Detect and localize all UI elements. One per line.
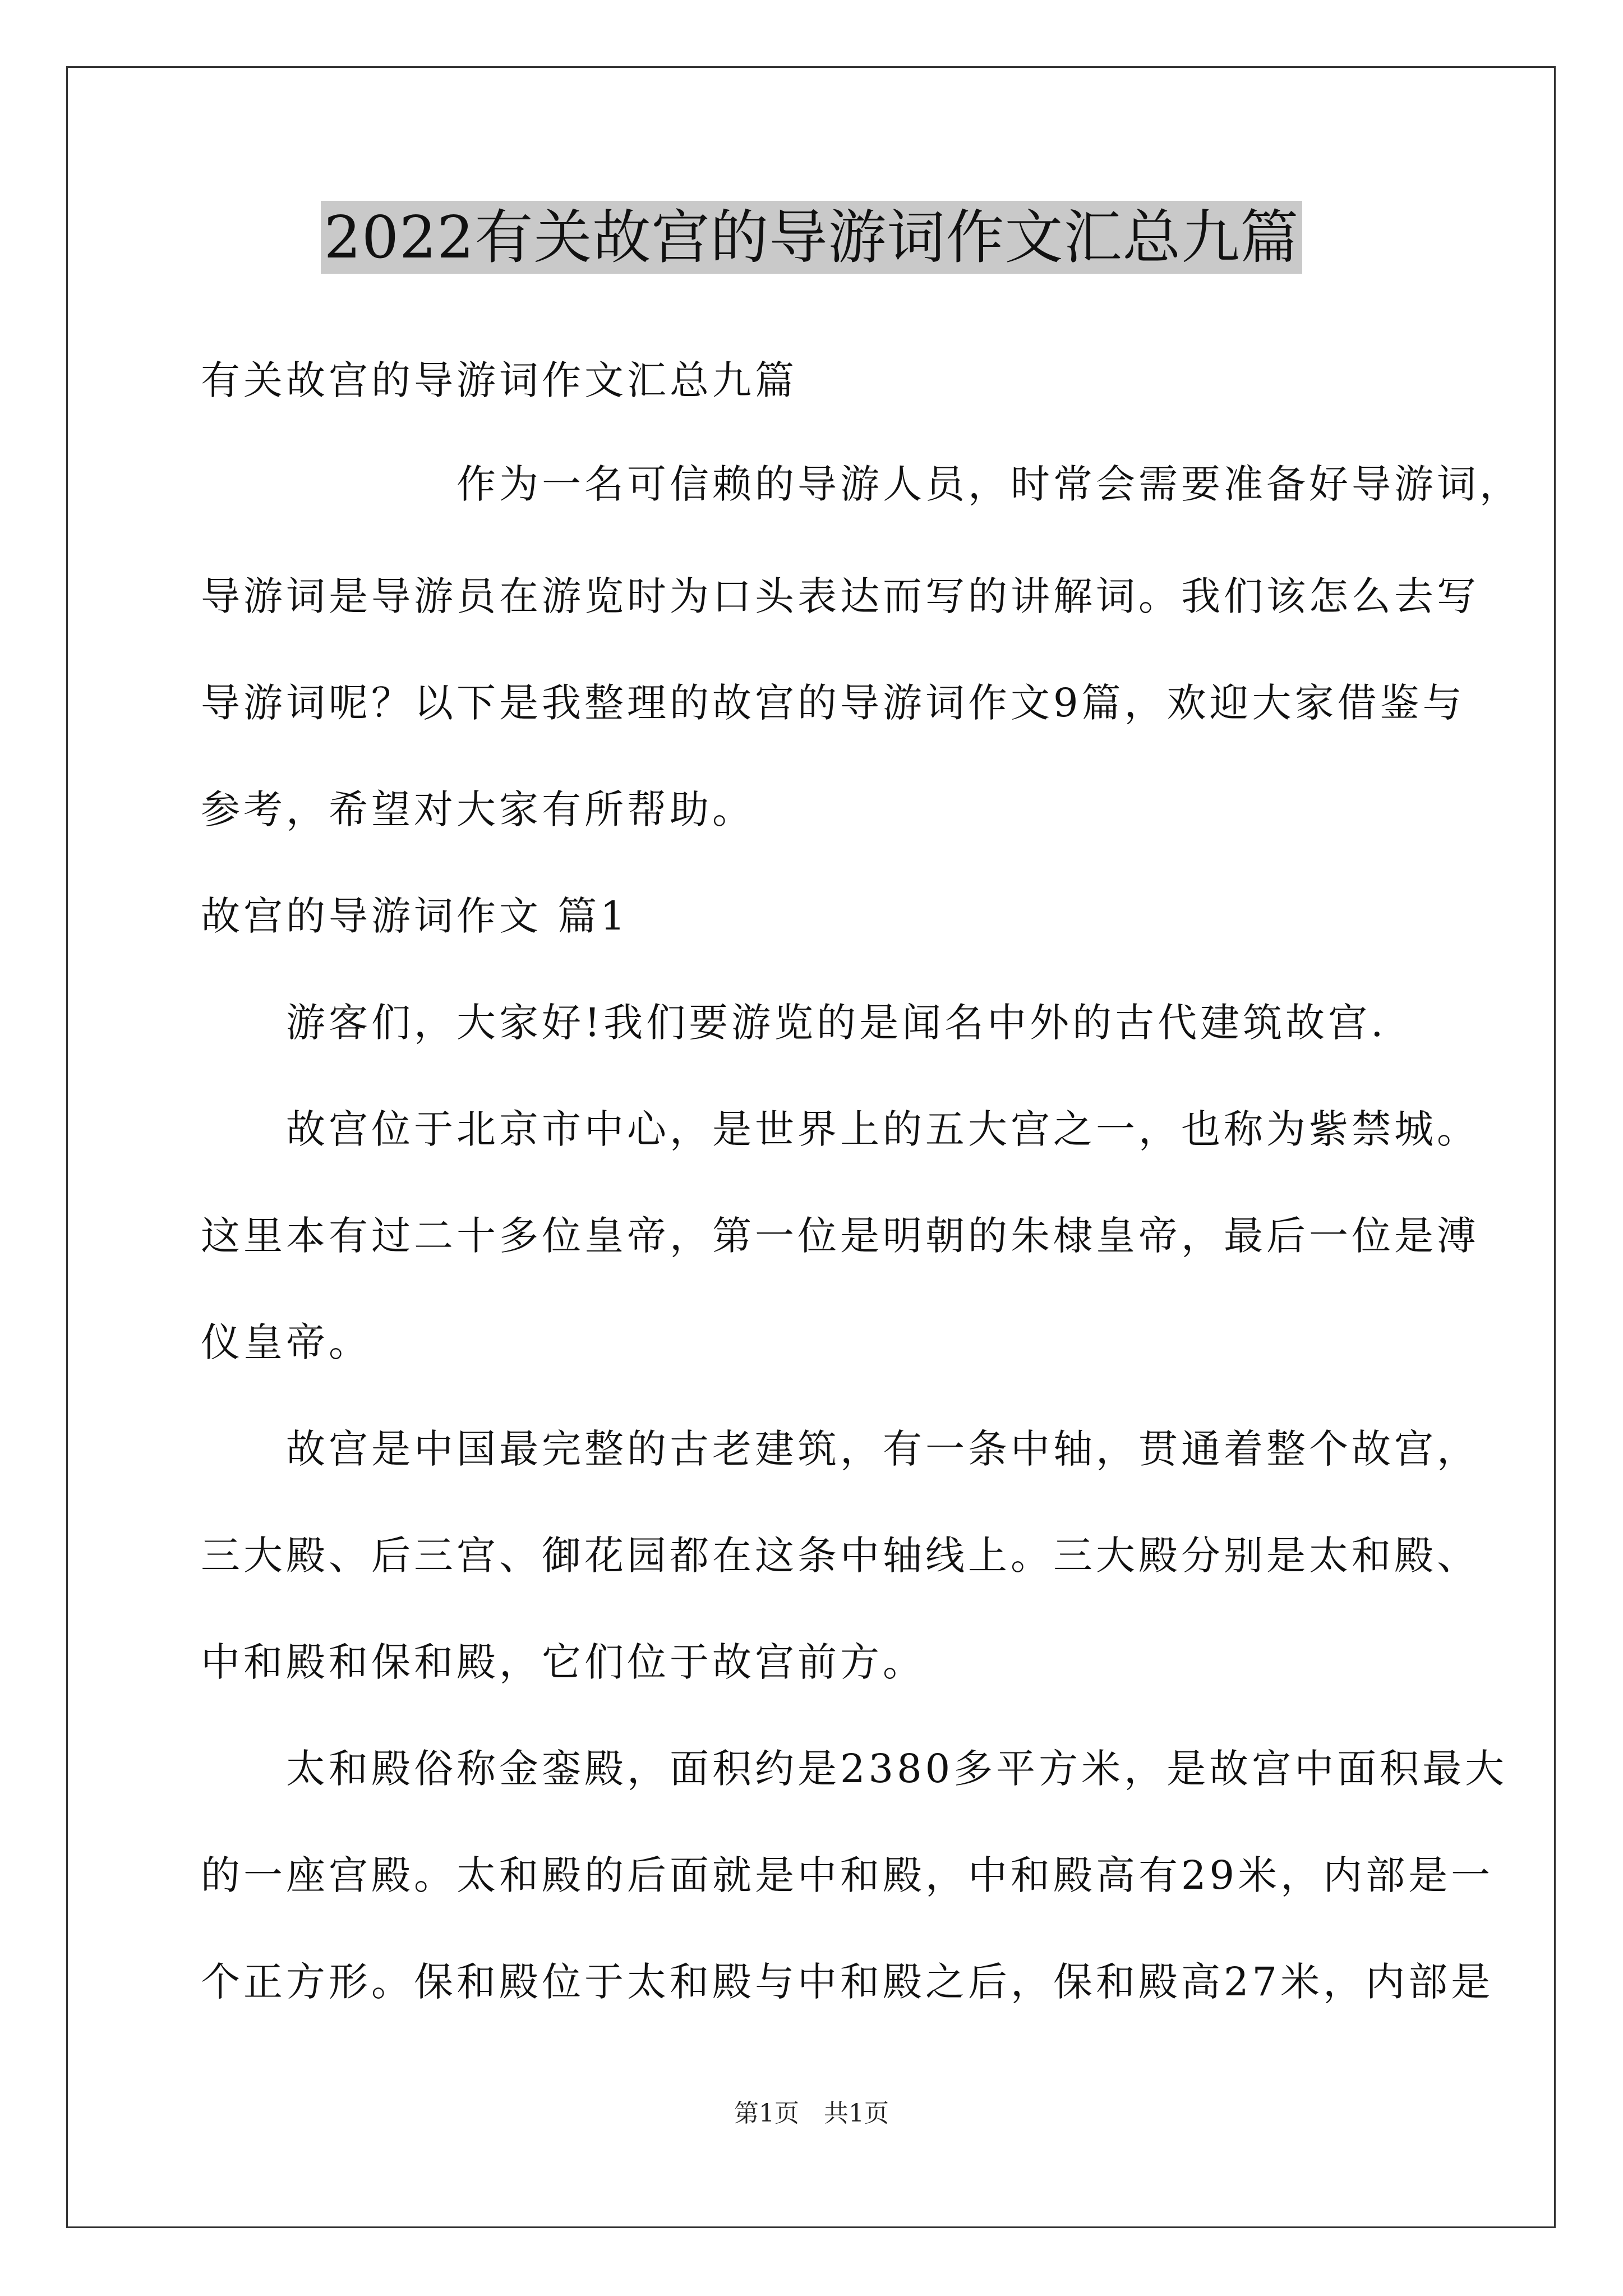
text-line: 参考，希望对大家有所帮助。 bbox=[201, 786, 755, 832]
text-line: 仪皇帝。 bbox=[201, 1319, 371, 1365]
text-line: 作为一名可信赖的导游人员，时常会需要准备好导游词， bbox=[201, 461, 1522, 507]
text-line: 三大殿、后三宫、御花园都在这条中轴线上。三大殿分别是太和殿、 bbox=[201, 1533, 1479, 1579]
text-line: 有关故宫的导游词作文汇总九篇 bbox=[201, 357, 797, 403]
page-footer: 第1页 共1页 bbox=[734, 2099, 889, 2128]
text-line: 个正方形。保和殿位于太和殿与中和殿之后，保和殿高27米，内部是 bbox=[201, 1959, 1494, 2005]
title-container bbox=[0, 201, 1623, 274]
text-line: 导游词呢？以下是我整理的故宫的导游词作文9篇，欢迎大家借鉴与 bbox=[201, 680, 1465, 726]
text-line: 游客们，大家好!我们要游览的是闻名中外的古代建筑故宫. bbox=[201, 1000, 1387, 1046]
text-line: 太和殿俗称金銮殿，面积约是2380多平方米，是故宫中面积最大 bbox=[201, 1746, 1508, 1792]
text-line: 导游词是导游员在游览时为口头表达而写的讲解词。我们该怎么去写 bbox=[201, 573, 1479, 619]
text-line: 中和殿和保和殿，它们位于故宫前方。 bbox=[201, 1639, 925, 1685]
text-line: 故宫位于北京市中心，是世界上的五大宫之一，也称为紫禁城。 bbox=[201, 1106, 1479, 1152]
text-line: 这里本有过二十多位皇帝，第一位是明朝的朱棣皇帝，最后一位是溥 bbox=[201, 1213, 1479, 1259]
document-title: 2022有关故宫的导游词作文汇总九篇 bbox=[321, 201, 1303, 274]
text-line: 故宫是中国最完整的古老建筑，有一条中轴，贯通着整个故宫， bbox=[201, 1426, 1479, 1472]
text-line: 的一座宫殿。太和殿的后面就是中和殿，中和殿高有29米，内部是一 bbox=[201, 1852, 1494, 1898]
section-heading: 故宫的导游词作文 篇1 bbox=[201, 893, 629, 939]
